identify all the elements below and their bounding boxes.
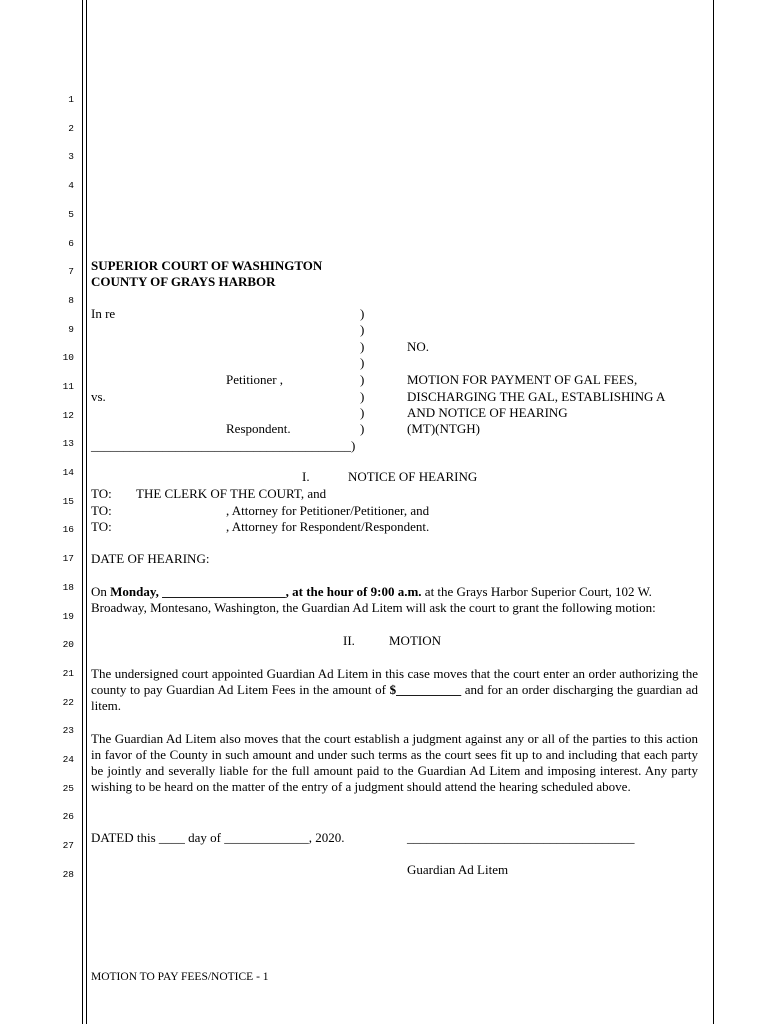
motion-text: The undersigned court appointed Guardian Ad Litem in this case moves that the court enter an order authorizing the county to pay Guardian Ad Litem Fees in the amount of <box>91 666 698 697</box>
hearing-on: On <box>91 584 111 599</box>
line-number: 25 <box>62 783 74 794</box>
line-number: 11 <box>62 381 74 392</box>
date-of-hearing-label: DATE OF HEARING: <box>91 551 210 566</box>
hearing-location: at the Grays Harbor Superior Court, 102 W. <box>421 584 652 599</box>
line-number: 21 <box>62 668 74 679</box>
to-respondent-attorney: , Attorney for Respondent/Respondent. <box>226 519 430 534</box>
caption-petitioner: Petitioner , <box>226 372 284 387</box>
document-title-line: MOTION FOR PAYMENT OF GAL FEES, <box>407 372 638 387</box>
line-number: 24 <box>62 754 74 765</box>
section-number: I. <box>302 469 310 484</box>
caption-respondent: Respondent. <box>226 421 291 436</box>
section-heading: NOTICE OF HEARING <box>348 469 478 484</box>
line-number: 17 <box>62 553 74 564</box>
line-number: 14 <box>62 467 74 478</box>
caption-paren: ) <box>360 372 365 387</box>
margin-rule-left-outer <box>82 0 83 1024</box>
page-footer: MOTION TO PAY FEES/NOTICE - 1 <box>91 971 269 983</box>
caption-paren: ) <box>360 389 365 404</box>
caption-in-re: In re <box>91 306 116 321</box>
section-heading: MOTION <box>389 633 441 648</box>
line-number: 9 <box>68 324 74 335</box>
to-label: TO: <box>91 486 112 501</box>
line-number: 12 <box>62 410 74 421</box>
to-label: TO: <box>91 519 112 534</box>
caption-underline: ________________________________________) <box>91 438 356 453</box>
line-number: 15 <box>62 496 74 507</box>
document-title-line: (MT)(NTGH) <box>407 421 480 436</box>
motion-paragraph-1 <box>91 666 698 714</box>
caption-paren: ) <box>360 306 365 321</box>
caption-paren: ) <box>360 339 365 354</box>
motion-paragraph-2: The Guardian Ad Litem also moves that the court establish a judgment against any or all of the parties to this action in favor of the County in such amount and under such terms as the court sees fit up to and including that each party be jointly and severally liable for the full amount paid to the Guardian Ad Litem and imposing interest. Any party wishing to be heard on the matter of the entry of a judgment should attend the hearing scheduled above. <box>91 731 698 794</box>
caption-paren: ) <box>360 421 365 436</box>
line-number: 4 <box>68 180 74 191</box>
line-number: 26 <box>62 811 74 822</box>
line-number: 1 <box>68 94 74 105</box>
hearing-text-line1 <box>91 584 652 600</box>
line-number: 18 <box>62 582 74 593</box>
caption-paren: ) <box>360 405 365 420</box>
caption-paren: ) <box>360 322 365 337</box>
document-title-line: DISCHARGING THE GAL, ESTABLISHING A <box>407 389 666 404</box>
line-number: 20 <box>62 639 74 650</box>
line-number: 27 <box>62 840 74 851</box>
dated-line: DATED this ____ day of _____________, 2020. <box>91 830 345 845</box>
line-number: 5 <box>68 209 74 220</box>
signature-label: Guardian Ad Litem <box>407 862 509 877</box>
line-number: 3 <box>68 151 74 162</box>
motion-text: and for an order discharging the guardian ad litem. <box>91 682 698 713</box>
court-name-line2: COUNTY OF GRAYS HARBOR <box>91 274 276 289</box>
to-clerk: THE CLERK OF THE COURT, and <box>136 486 327 501</box>
signature-line: ___________________________________ <box>407 830 635 845</box>
line-number: 23 <box>62 725 74 736</box>
line-number: 28 <box>62 869 74 880</box>
line-number: 22 <box>62 697 74 708</box>
to-petitioner-attorney: , Attorney for Petitioner/Petitioner, and <box>226 503 430 518</box>
line-number: 13 <box>62 438 74 449</box>
hearing-text-line2: Broadway, Montesano, Washington, the Guardian Ad Litem will ask the court to grant the following motion: <box>91 600 656 615</box>
line-number: 7 <box>68 266 74 277</box>
fee-amount: $__________ <box>389 682 462 697</box>
line-number: 2 <box>68 123 74 134</box>
margin-rule-left-inner <box>86 0 87 1024</box>
line-number: 6 <box>68 238 74 249</box>
to-label: TO: <box>91 503 112 518</box>
case-number-label: NO. <box>407 339 430 354</box>
document-title-line: AND NOTICE OF HEARING <box>407 405 568 420</box>
line-number: 16 <box>62 524 74 535</box>
section-number: II. <box>343 633 355 648</box>
line-number: 19 <box>62 611 74 622</box>
court-name-line1: SUPERIOR COURT OF WASHINGTON <box>91 258 323 273</box>
line-number: 10 <box>62 352 74 363</box>
margin-rule-right <box>713 0 714 1024</box>
caption-vs: vs. <box>91 389 106 404</box>
hearing-date-time: Monday, ___________________, at the hour of 9:00 a.m. <box>110 584 422 599</box>
line-number: 8 <box>68 295 74 306</box>
caption-paren: ) <box>360 355 365 370</box>
